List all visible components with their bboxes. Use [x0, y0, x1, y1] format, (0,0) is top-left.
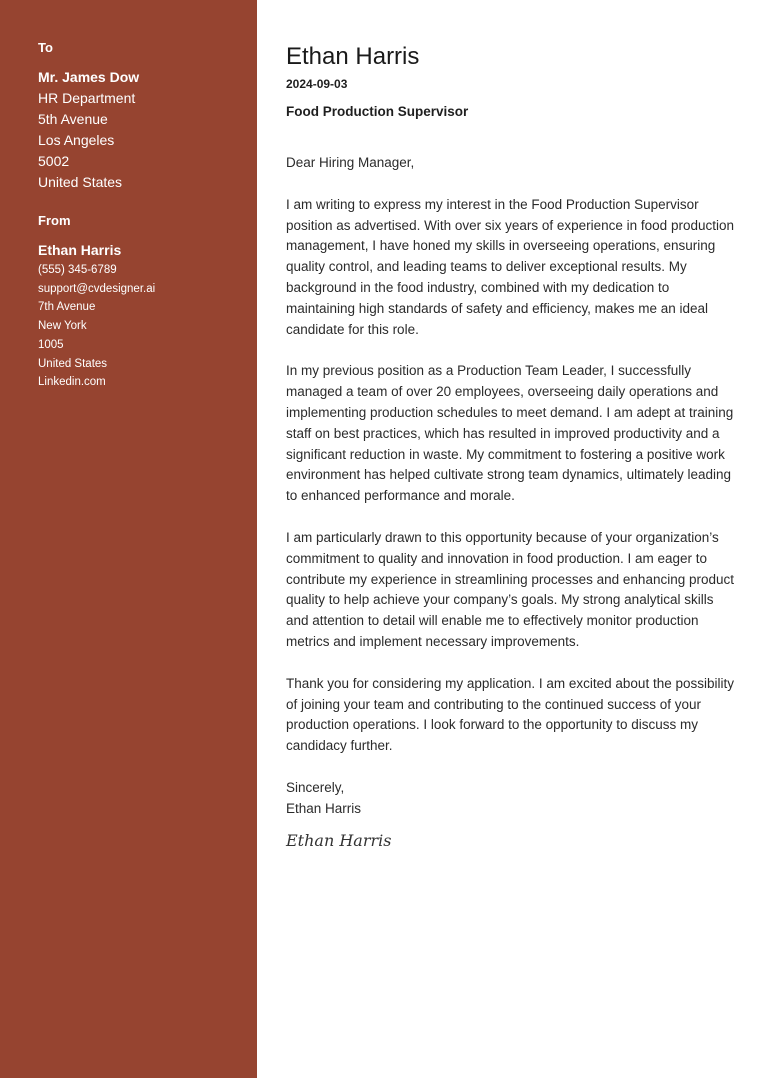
author-name: Ethan Harris: [286, 43, 420, 70]
paragraph-4: Thank you for considering my application. I am excited about the possibility of joining your team and contributing to the continued success of your production operations. I look forward to the opportunity to discuss my candidacy further.: [286, 675, 734, 754]
sign-off: Sincerely,: [286, 779, 345, 795]
recipient-zip: 5002: [38, 153, 70, 169]
sender-country: United States: [38, 357, 108, 370]
recipient-country: United States: [38, 174, 123, 190]
recipient-address: [38, 67, 139, 193]
paragraph-1: I am writing to express my interest in the Food Production Supervisor position as advertised. With over six years of experience in food production management, I have honed my skills in overseeing operations, ensuring quality control, and leading teams to deliver exceptional results. My background in the food industry, combined with my dedication to maintaining high standards of safety and efficiency, makes me an ideal candidate for this role.: [286, 196, 734, 337]
sender-city: New York: [38, 320, 87, 333]
sidebar: [0, 0, 257, 1078]
recipient-department: HR Department: [38, 90, 136, 106]
paragraph-2: In my previous position as a Production Team Leader, I successfully managed a team of over 20 employees, overseeing daily operations and implementing production schedules to meet demand. I am adept at training staff on best practices, which has resulted in improved productivity and a significant reduction in waste. My commitment to fostering a positive work environment has helped cultivate strong team dynamics, ultimately leading to enhanced performance and morale.: [286, 363, 734, 504]
sender-linkedin-link[interactable]: Linkedin.com: [38, 376, 106, 389]
sender-zip: 1005: [38, 338, 64, 351]
letter-body: [286, 153, 736, 820]
to-heading: To: [38, 40, 53, 55]
sender-name: Ethan Harris: [38, 242, 122, 258]
recipient-city: Los Angeles: [38, 132, 115, 148]
recipient-name: Mr. James Dow: [38, 69, 140, 85]
sender-email[interactable]: support@cvdesigner.ai: [38, 282, 156, 295]
sender-phone: (555) 345-6789: [38, 264, 117, 276]
letter-date: 2024-09-03: [286, 77, 348, 91]
sign-name: Ethan Harris: [286, 800, 362, 816]
sender-street: 7th Avenue: [38, 301, 96, 314]
recipient-street: 5th Avenue: [38, 111, 108, 127]
from-heading: From: [38, 213, 71, 228]
greeting: Dear Hiring Manager,: [286, 155, 415, 170]
sender-contact: [38, 261, 155, 392]
paragraph-3: I am particularly drawn to this opportunity because of your organization’s commitment to quality and innovation in food production. I am eager to contribute my experience in streamlining processes and enhancing product quality to help achieve your company’s goals. My strong analytical skills and attention to detail will enable me to effectively monitor production metrics and implement necessary improvements.: [286, 529, 735, 649]
handwritten-signature: Ethan Harris: [286, 831, 392, 850]
job-title: Food Production Supervisor: [286, 104, 469, 119]
